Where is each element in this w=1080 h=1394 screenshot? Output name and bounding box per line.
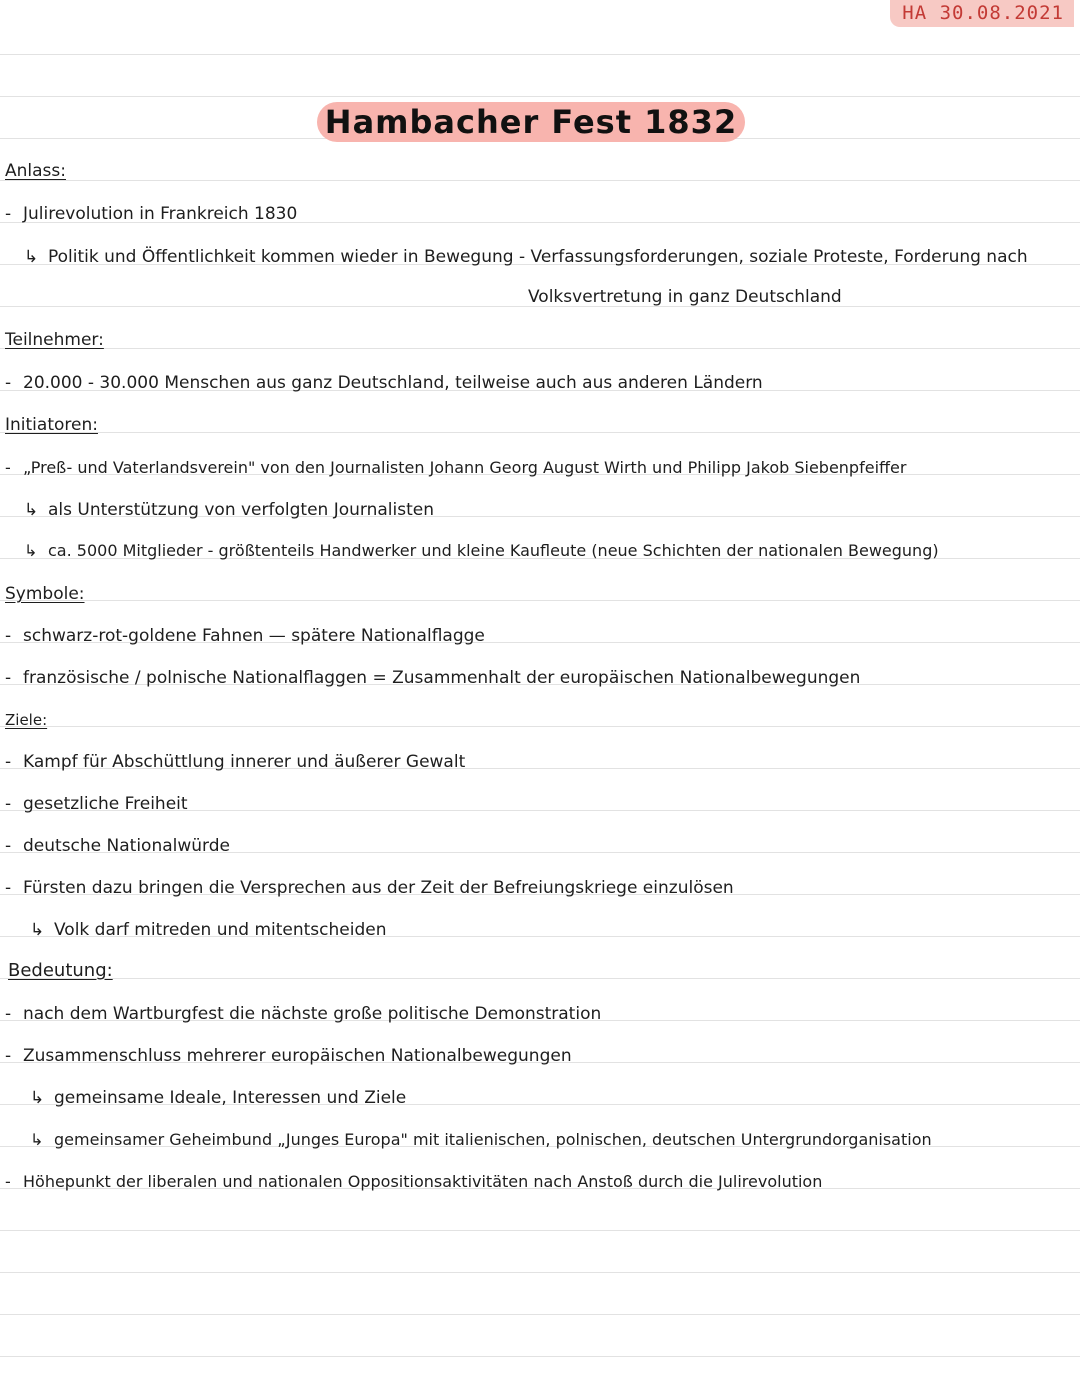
list-item: Volksvertretung in ganz Deutschland xyxy=(528,287,842,307)
heading-teilnehmer: Teilnehmer: xyxy=(5,330,104,350)
list-item: - französische / polnische Nationalflaggen = Zusammenhalt der europäischen Nationalbewegungen xyxy=(5,668,861,688)
ruled-line xyxy=(0,180,1080,181)
ruled-line xyxy=(0,1272,1080,1273)
list-item: - nach dem Wartburgfest die nächste große politische Demonstration xyxy=(5,1004,602,1024)
ruled-line xyxy=(0,96,1080,97)
title-highlight xyxy=(317,102,745,142)
list-item: - „Preß- und Vaterlandsverein" von den Journalisten Johann Georg August Wirth und Philipp Jakob Siebenpfeiffer xyxy=(5,458,907,477)
list-item: - gesetzliche Freiheit xyxy=(5,794,188,814)
list-item: - Julirevolution in Frankreich 1830 xyxy=(5,204,298,224)
sub-arrow-icon: ↳ xyxy=(24,247,39,267)
ruled-line xyxy=(0,978,1080,979)
ruled-line xyxy=(0,432,1080,433)
list-item: ↳ als Unterstützung von verfolgten Journalisten xyxy=(24,500,434,520)
list-item: - Zusammenschluss mehrerer europäischen Nationalbewegungen xyxy=(5,1046,572,1066)
ruled-line xyxy=(0,1230,1080,1231)
sub-arrow-icon: ↳ xyxy=(30,1130,44,1149)
list-item: - Höhepunkt der liberalen und nationalen Oppositionsaktivitäten nach Anstoß durch die Julirevolution xyxy=(5,1172,823,1191)
heading-anlass: Anlass: xyxy=(5,161,66,181)
page-title: Hambacher Fest 1832 xyxy=(324,103,738,141)
list-item: - deutsche Nationalwürde xyxy=(5,836,230,856)
list-item: ↳ Politik und Öffentlichkeit kommen wieder in Bewegung - Verfassungsforderungen, soziale Proteste, Forderung nach xyxy=(24,247,1028,267)
date-badge: HA 30.08.2021 xyxy=(890,0,1074,27)
list-item: - Kampf für Abschüttlung innerer und äußerer Gewalt xyxy=(5,752,466,772)
ruled-line xyxy=(0,1314,1080,1315)
ruled-line xyxy=(0,1356,1080,1357)
sub-arrow-icon: ↳ xyxy=(24,541,38,560)
ruled-line xyxy=(0,54,1080,55)
heading-initiatoren: Initiatoren: xyxy=(5,415,98,435)
list-item: - schwarz-rot-goldene Fahnen — spätere Nationalflagge xyxy=(5,626,485,646)
sub-arrow-icon: ↳ xyxy=(24,500,39,520)
ruled-line xyxy=(0,600,1080,601)
sub-arrow-icon: ↳ xyxy=(30,920,45,940)
list-item: ↳ gemeinsame Ideale, Interessen und Ziele xyxy=(30,1088,407,1108)
heading-bedeutung: Bedeutung: xyxy=(8,960,113,981)
list-item: ↳ gemeinsamer Geheimbund „Junges Europa" mit italienischen, polnischen, deutschen Untergrundorganisation xyxy=(30,1130,932,1149)
ruled-line xyxy=(0,348,1080,349)
heading-ziele: Ziele: xyxy=(5,711,48,729)
heading-symbole: Symbole: xyxy=(5,584,85,604)
ruled-line xyxy=(0,726,1080,727)
sub-arrow-icon: ↳ xyxy=(30,1088,45,1108)
list-item: ↳ ca. 5000 Mitglieder - größtenteils Handwerker und kleine Kaufleute (neue Schichten der nationalen Bewegung) xyxy=(24,541,939,560)
list-item: - 20.000 - 30.000 Menschen aus ganz Deutschland, teilweise auch aus anderen Ländern xyxy=(5,373,763,393)
list-item: - Fürsten dazu bringen die Versprechen aus der Zeit der Befreiungskriege einzulösen xyxy=(5,878,734,898)
list-item: ↳ Volk darf mitreden und mitentscheiden xyxy=(30,920,387,940)
